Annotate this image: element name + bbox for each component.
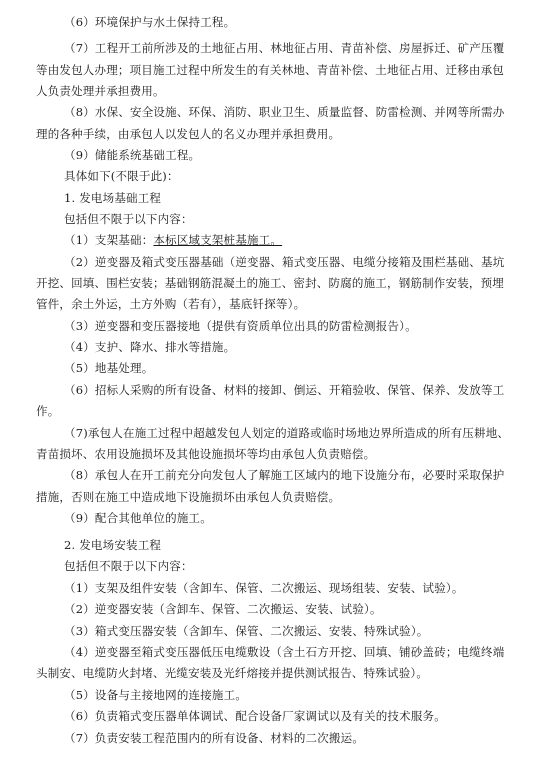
- text-line: （7）工程开工前所涉及的土地征占用、林地征占用、青苗补偿、房屋拆迁、矿产压覆: [64, 41, 505, 55]
- text-line: （2）逆变器及箱式变压器基础（逆变器、箱式变压器、电缆分接箱及围栏基础、基坑: [64, 255, 505, 269]
- text-line: （8）水保、安全设施、环保、消防、职业卫生、质量监督、防雷检测、并网等所需办: [64, 105, 505, 119]
- text-line: （5）地基处理。: [64, 361, 154, 375]
- text-line: （2）逆变器安装（含卸车、保管、二次搬运、安装、试验）。: [64, 602, 382, 616]
- text-line: 等由发包人办理；项目施工过程中所发生的有关林地、青苗补偿、土地征占用、迁移由承包: [36, 63, 504, 77]
- text-line: （7)承包人在施工过程中超越发包人划定的道路或临时场地边界所造成的所有压耕地、: [64, 426, 510, 440]
- text-line: （6）招标人采购的所有设备、材料的接卸、倒运、开箱验收、保管、保养、发放等工: [64, 383, 505, 397]
- section-heading: 2. 发电场安装工程: [64, 538, 162, 552]
- text-line: （3）箱式变压器安装（含卸车、保管、二次搬运、安装、特殊试验）。: [64, 624, 429, 638]
- text-line: 作。: [36, 404, 60, 418]
- text-line: 开挖、回填、围栏安装；基础钢筋混凝土的施工、密封、防腐的施工，钢筋制作安装，预埋: [36, 276, 504, 290]
- text-line: 措施，否则在施工中造成地下设施损坏由承包人负责赔偿。: [36, 490, 341, 504]
- text-line: 头制安、电缆防火封堵、光缆安装及光纤熔接并提供测试报告、特殊试验）。: [36, 666, 429, 680]
- text-line: [0, 232, 534, 248]
- text-line: （3）逆变器和变压器接地（提供有资质单位出具的防雷检测报告）。: [64, 319, 417, 333]
- text-line: （7）负责安装工程范围内的所有设备、材料的二次搬运。: [64, 731, 365, 745]
- text-line: （5）设备与主接地网的连接施工。: [64, 688, 248, 702]
- text-line: 具体如下(不限于此)：: [64, 169, 179, 183]
- text-line: （4）逆变器至箱式变压器低压电缆敷设（含土石方开挖、回填、铺砂盖砖；电缆终端: [64, 645, 505, 659]
- text-line: （8）承包人在开工前充分向发包人了解施工区域内的地下设施分布，必要时采取保护: [64, 468, 505, 482]
- text-line: （1）支架及组件安装（含卸车、保管、二次搬运、现场组装、安装、试验）。: [64, 581, 464, 595]
- text-line: 包括但不限于以下内容：: [64, 559, 193, 573]
- item-label: （1）支架基础：: [64, 233, 154, 247]
- text-line: （9）储能系统基础工程。: [64, 148, 201, 162]
- section-heading: 1. 发电场基础工程: [64, 191, 162, 205]
- text-line: （6）环境保护与水土保持工程。: [64, 15, 236, 29]
- text-line: 人负责处理并承担费用。: [36, 84, 165, 98]
- text-line: 青苗损坏、农用设施损坏及其他设施损坏等均由承包人负责赔偿。: [36, 447, 376, 461]
- underlined-text: 本标区域支架桩基施工。: [153, 233, 283, 247]
- text-line: 理的各种手续，由承包人以发包人的名义办理并承担费用。: [36, 127, 341, 141]
- text-line: （4）支护、降水、排水等措施。: [64, 340, 236, 354]
- text-line: 管件，余土外运，土方外购（若有），基底钎探等）。: [36, 297, 306, 311]
- text-line: （6）负责箱式变压器单体调试、配合设备厂家调试以及有关的技术服务。: [64, 709, 446, 723]
- text-line: （9）配合其他单位的施工。: [64, 511, 212, 525]
- text-line: 包括但不限于以下内容：: [64, 212, 193, 226]
